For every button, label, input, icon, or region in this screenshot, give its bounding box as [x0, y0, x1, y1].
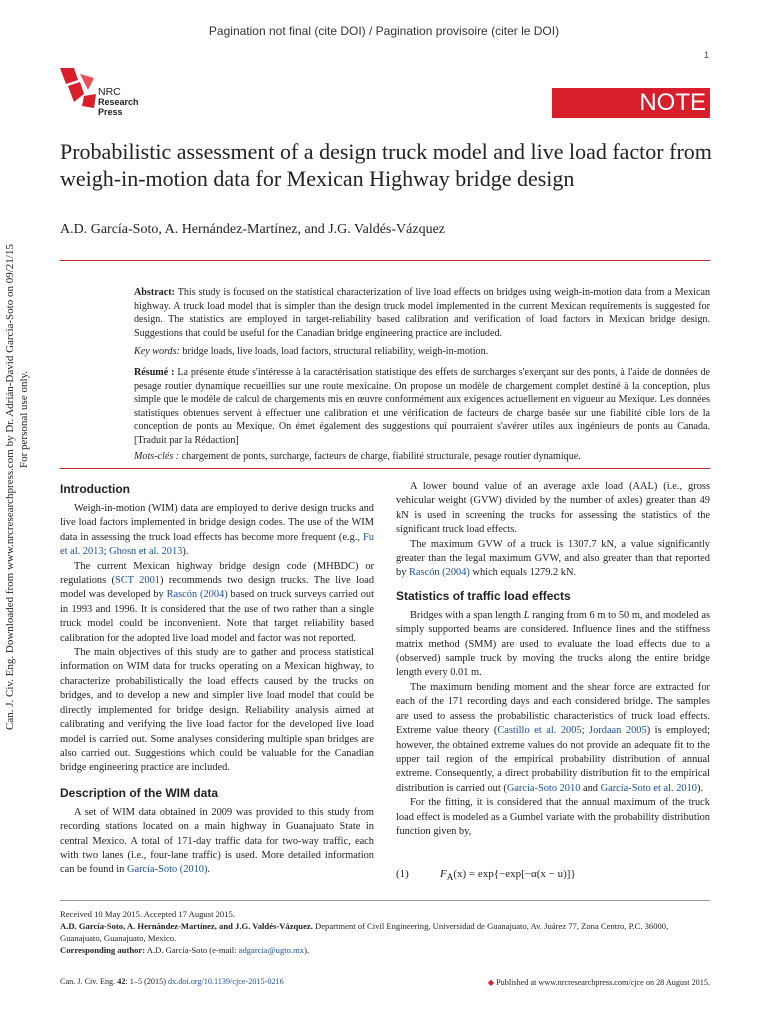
- paragraph: The current Mexican highway bridge design code (MHBDC) or regulations (SCT 2001) recommends two design trucks. The live load model was developed by Rascón (2004) based on truck surveys carried out in 1993 and 1996. It is considered that the use of two rather than a single truck model could be inconvenient. Note that target reliability based calibration for the adopted live load model and factor was not reported.: [60, 560, 375, 644]
- footnote: [60, 908, 710, 956]
- journal-footer: [60, 977, 710, 986]
- divider: [60, 468, 710, 469]
- citation-link[interactable]: Castillo et al. 2005: [497, 725, 582, 737]
- paragraph: A lower bound value of an average axle load (AAL) (i.e., gross vehicular weight (GVW) divided by the number of axles) greater than 49 kN is used in screening the trucks for assessing the statistics of the significant truck load effects.: [396, 481, 710, 536]
- side-note-line2: For personal use only.: [18, 370, 30, 468]
- paragraph: The main objectives of this study are to gather and process statistical information on WIM data for trucks operating on a Mexican highway, to characterize probabilistically the load effects caused by the trucks on bridges, and to develop a new and simpler live load model that could be directly implemented for bridge design. Reliability analysis aimed at calibrating and verifying the live load factor for the developed live load model is carried out. Some analyses considering multiple span bridges are also carried out. Suggestions which could be valuable for the Canadian bridge engineering practice are included.: [60, 647, 374, 774]
- citation-link[interactable]: SCT 2001: [114, 575, 160, 587]
- citation-link[interactable]: García-Soto 2010: [506, 782, 581, 794]
- paragraph: A set of WIM data obtained in 2009 was provided to this study from recording stations located on a main highway in Guanajuato State in central Mexico. A total of 171-day traffic data for two-way traffic, each with two lanes (i.e., four-lane traffic) is used. More detailed information can be found in García-Soto (2010).: [60, 806, 374, 876]
- pagination-note: Pagination not final (cite DOI) / Pagination provisoire (citer le DOI): [208, 24, 560, 38]
- paragraph: Bridges with a span length L ranging from 6 m to 50 m, and modeled as simply supported beams are considered. Influence lines and the stiffness matrix method (SMM) are used to evaluate the load effects due to a (observed) sample truck by moving the trucks along the entire bridge length every 0.01 m.: [396, 609, 711, 679]
- equation-number: (1): [396, 868, 409, 880]
- citation: Can. J. Civ. Eng. 42: 1–5 (2015) dx.doi.org/10.1139/cjce-2015-0216: [60, 977, 284, 986]
- paragraph: The maximum bending moment and the shear force are extracted for each of the 171 recording days and each considered bridge. The samples are used to assess the probabilistic characteristics of truck load effects. Extreme value theory (Castillo et al. 2005; Jordaan 2005) is employed; however, the obtained extreme values do not provide an adequate fit to the upper tail region of the empirical probability distribution of annual extreme. Consequently, a direct probability distribution fit to the empirical distribution is carried out (García-Soto 2010 and García-Soto et al. 2010).: [396, 681, 711, 794]
- footnote-divider: [60, 900, 710, 901]
- equation-body: $F_A(x) = \exp\{-\exp[-\alpha(x - u)]\}$: [440, 868, 576, 883]
- left-column: [60, 480, 374, 878]
- citation-link[interactable]: Fu et al. 2013: [60, 531, 374, 558]
- keywords: [134, 345, 710, 359]
- paragraph: The maximum GVW of a truck is 1307.7 kN, a value significantly greater than the legal maximum GVW, and also greater than that reported by Rascón (2004) which equals 1279.2 kN.: [396, 538, 710, 579]
- section-heading-introduction: Introduction: [60, 482, 130, 496]
- received-dates: Received 10 May 2015. Accepted 17 August 2015.: [60, 909, 235, 919]
- citation-link[interactable]: Rascón (2004): [166, 589, 228, 601]
- published-note: ◆ Published at www.nrcresearchpress.com/cjce on 28 August 2015.: [487, 978, 710, 987]
- paragraph: Weigh-in-motion (WIM) data are employed to derive design trucks and live load factors implemented in bridge design codes. The use of the WIM data in assessing the truck load effects has become more frequent (e.g., Fu et al. 2013; Ghosn et al. 2013).: [60, 503, 374, 558]
- citation-link[interactable]: Ghosn et al. 2013: [109, 546, 183, 558]
- author-list: A.D. García-Soto, A. Hernández-Martínez, and J.G. Valdés-Vázquez: [60, 222, 445, 237]
- motscles-text: chargement de ponts, surcharge, facteurs de charge, fiabilité structurale, pesage routier dynamique.: [181, 451, 581, 462]
- article-type-banner: [552, 88, 710, 118]
- citation-link[interactable]: García-Soto et al. 2010: [600, 782, 697, 794]
- email-link[interactable]: adgarcia@ugto.mx: [238, 945, 305, 955]
- affiliation: A.D. García-Soto, A. Hernández-Martínez, and J.G. Valdés-Vázquez. Department of Civil Engineering, Universidad de Guanajuato, Av. Juárez 77, Zona Centro, P.C. 36000, Guanajuato, Guanajuato, Mexico.: [60, 921, 669, 943]
- nrc-logo: [58, 64, 158, 117]
- right-column: [396, 480, 710, 839]
- divider: [60, 260, 710, 261]
- abstract: [134, 286, 710, 340]
- abstract-text: This study is focused on the statistical characterization of live load effects on bridges using weigh-in-motion data from a Mexican highway. A truck load model that is simpler than the design truck model implemented in the current Mexican requirements is suggested for design. The statistics are employed in target-reliability based calibration and verification of load factors in Mexican bridge design. Suggestions that could be useful for the Canadian bridge engineering practice are included.: [134, 287, 710, 339]
- citation-link[interactable]: García-Soto (2010): [126, 864, 208, 876]
- article-type: NOTE: [639, 89, 706, 116]
- publisher-name: NRC: [98, 86, 121, 98]
- nrc-logo-icon: [58, 64, 98, 110]
- motscles: [134, 450, 710, 464]
- publisher-subtitle: Research Press: [98, 97, 139, 117]
- resume-text: La présente étude s'intéresse à la caractérisation statistique des effets de surcharges s'exerçant sur des ponts, à l'aide de données de pesage routier dynamique recueillies sur une route mexicaine. On propose un modèle de chargement complet destiné à la conception, plus simple que le modèle de calcul de chargements mis en œuvre conformément aux exigences actuellement en vigueur au Mexique. Les données statistiques obtenues servent à effectuer une calibration et une vérification de facteurs de charge basée sur une fiabilité cible lors de la conception de ponts au Mexique. On émet également des suggestions qui pourraient s'avérer utiles aux ingénieurs de ponts au Canada. [Traduit par la Rédaction]: [134, 367, 710, 446]
- section-heading-statistics: Statistics of traffic load effects: [396, 588, 571, 603]
- nrc-mini-icon: ◆: [487, 978, 495, 987]
- paragraph: For the fitting, it is considered that the annual maximum of the truck load effect is modeled as a Gumbel variate with the probability distribution function given by,: [396, 797, 710, 837]
- side-download-note: [4, 210, 34, 730]
- resume-label: Résumé :: [134, 367, 175, 378]
- citation-link[interactable]: Rascón (2004): [409, 567, 470, 579]
- corresponding-author: Corresponding author: A.D. García-Soto (e-mail: adgarcia@ugto.mx).: [60, 945, 310, 955]
- side-note-line1: Can. J. Civ. Eng. Downloaded from www.nrcresearchpress.com by Dr. Adrián-David García-Soto on 09/21/15: [4, 244, 16, 730]
- section-heading-wim: Description of the WIM data: [60, 785, 219, 800]
- keywords-label: Key words:: [134, 346, 180, 357]
- page-number: 1: [704, 50, 710, 60]
- resume: [134, 366, 710, 448]
- keywords-text: bridge loads, live loads, load factors, structural reliability, weigh-in-motion.: [182, 346, 489, 357]
- citation-link[interactable]: Jordaan 2005: [589, 725, 647, 737]
- doi-link[interactable]: dx.doi.org/10.1139/cjce-2015-0216: [167, 977, 284, 986]
- motscles-label: Mots-clés :: [134, 451, 180, 462]
- abstract-label: Abstract:: [134, 287, 175, 298]
- article-title: Probabilistic assessment of a design truck model and live load factor from weigh-in-motion data for Mexican Highway bridge design: [60, 139, 712, 191]
